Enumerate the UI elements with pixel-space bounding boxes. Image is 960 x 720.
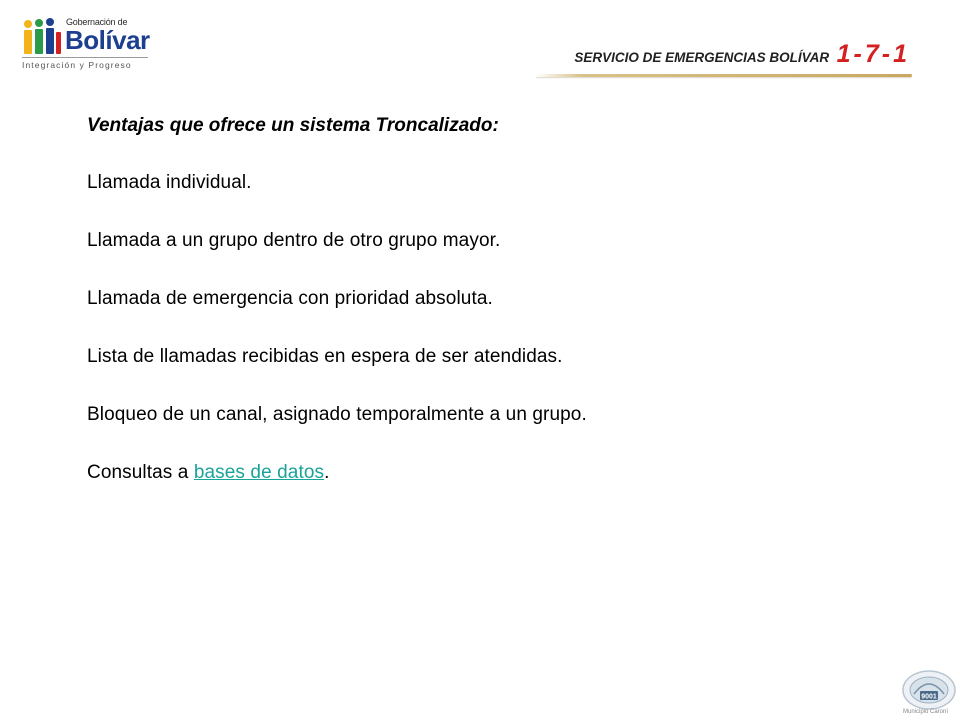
service-label: SERVICIO DE EMERGENCIAS BOLÍVAR xyxy=(574,50,830,65)
content-heading: Ventajas que ofrece un sistema Troncalizado: xyxy=(87,115,499,136)
list-item: Llamada a un grupo dentro de otro grupo mayor. xyxy=(87,230,501,251)
header-divider xyxy=(536,74,912,77)
service-title xyxy=(574,40,910,69)
advantages-list xyxy=(87,171,587,519)
logo-divider xyxy=(22,57,148,58)
gobernacion-logo xyxy=(22,14,152,72)
logo-small-text: Gobernación de xyxy=(66,17,128,27)
list-item: Llamada individual. xyxy=(87,172,252,193)
databases-link[interactable]: bases de datos xyxy=(193,462,325,483)
list-item-prefix: Consultas a xyxy=(87,462,194,483)
list-item-suffix: . xyxy=(324,462,330,483)
list-item: Llamada de emergencia con prioridad absoluta. xyxy=(87,288,493,309)
logo-tagline: Integración y Progreso xyxy=(22,60,132,70)
list-item: Bloqueo de un canal, asignado temporalmente a un grupo. xyxy=(87,404,587,425)
list-item: Lista de llamadas recibidas en espera de ser atendidas. xyxy=(87,346,563,367)
logo-title: Bolívar xyxy=(65,25,150,55)
service-number: 1-7-1 xyxy=(836,40,910,68)
seal-number: 9001 xyxy=(921,693,937,701)
list-item-databases xyxy=(87,461,587,519)
logo-figures-icon xyxy=(22,18,62,56)
seal-caption: Municipio Caroní xyxy=(903,709,949,715)
